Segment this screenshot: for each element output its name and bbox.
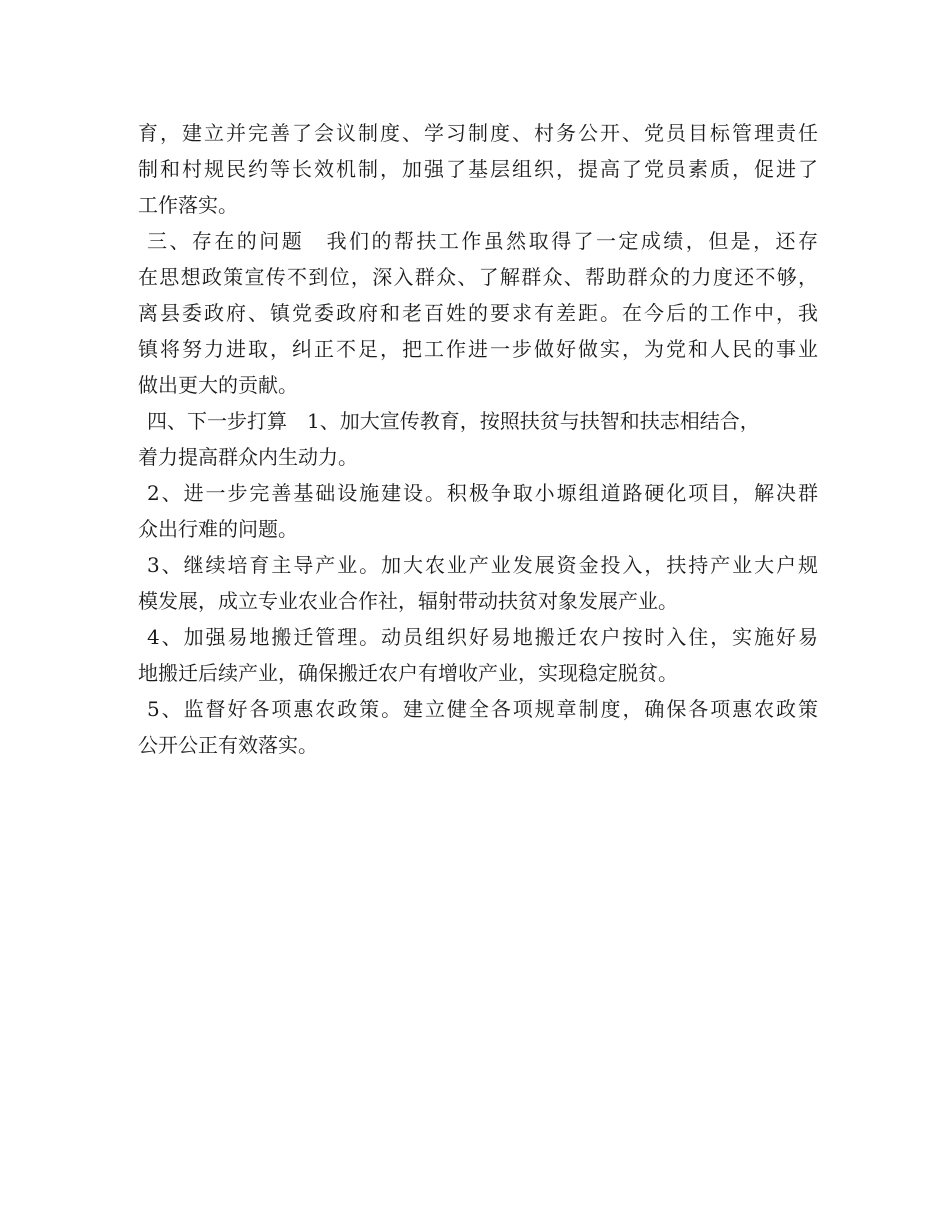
list-item-line: 5、监督好各项惠农政策。建立健全各项规章制度，确保各项惠农政策 [147,697,818,721]
text-line: 做出更大的贡献。 [138,373,298,397]
text-line: 离县委政府、镇党委政府和老百姓的要求有差距。在今后的工作中，我 [138,301,818,325]
text-line: 公开公正有效落实。 [138,733,318,757]
text-line: 在思想政策宣传不到位，深入群众、了解群众、帮助群众的力度还不够， [138,265,818,289]
text-line: 着力提高群众内生动力。 [138,445,358,469]
section-heading-line: 四、下一步打算 1、加大宣传教育，按照扶贫与扶智和扶志相结合， [147,409,760,433]
text-line: 众出行难的问题。 [138,517,298,541]
text-line: 模发展，成立专业农业合作社，辐射带动扶贫对象发展产业。 [138,589,678,613]
list-item-line: 4、加强易地搬迁管理。动员组织好易地搬迁农户按时入住，实施好易 [147,625,818,649]
section-heading-line: 三、存在的问题 我们的帮扶工作虽然取得了一定成绩，但是，还存 [147,229,818,253]
text-line: 工作落实。 [138,193,238,217]
list-item-line: 3、继续培育主导产业。加大农业产业发展资金投入，扶持产业大户规 [147,553,818,577]
text-line: 育，建立并完善了会议制度、学习制度、村务公开、党员目标管理责任 [138,121,818,145]
list-item-line: 2、进一步完善基础设施建设。积极争取小塬组道路硬化项目，解决群 [147,481,818,505]
text-line: 镇将努力进取，纠正不足，把工作进一步做好做实，为党和人民的事业 [138,337,818,361]
text-line: 地搬迁后续产业，确保搬迁农户有增收产业，实现稳定脱贫。 [138,661,678,685]
text-line: 制和村规民约等长效机制，加强了基层组织，提高了党员素质，促进了 [138,157,818,181]
document-body [138,115,818,763]
